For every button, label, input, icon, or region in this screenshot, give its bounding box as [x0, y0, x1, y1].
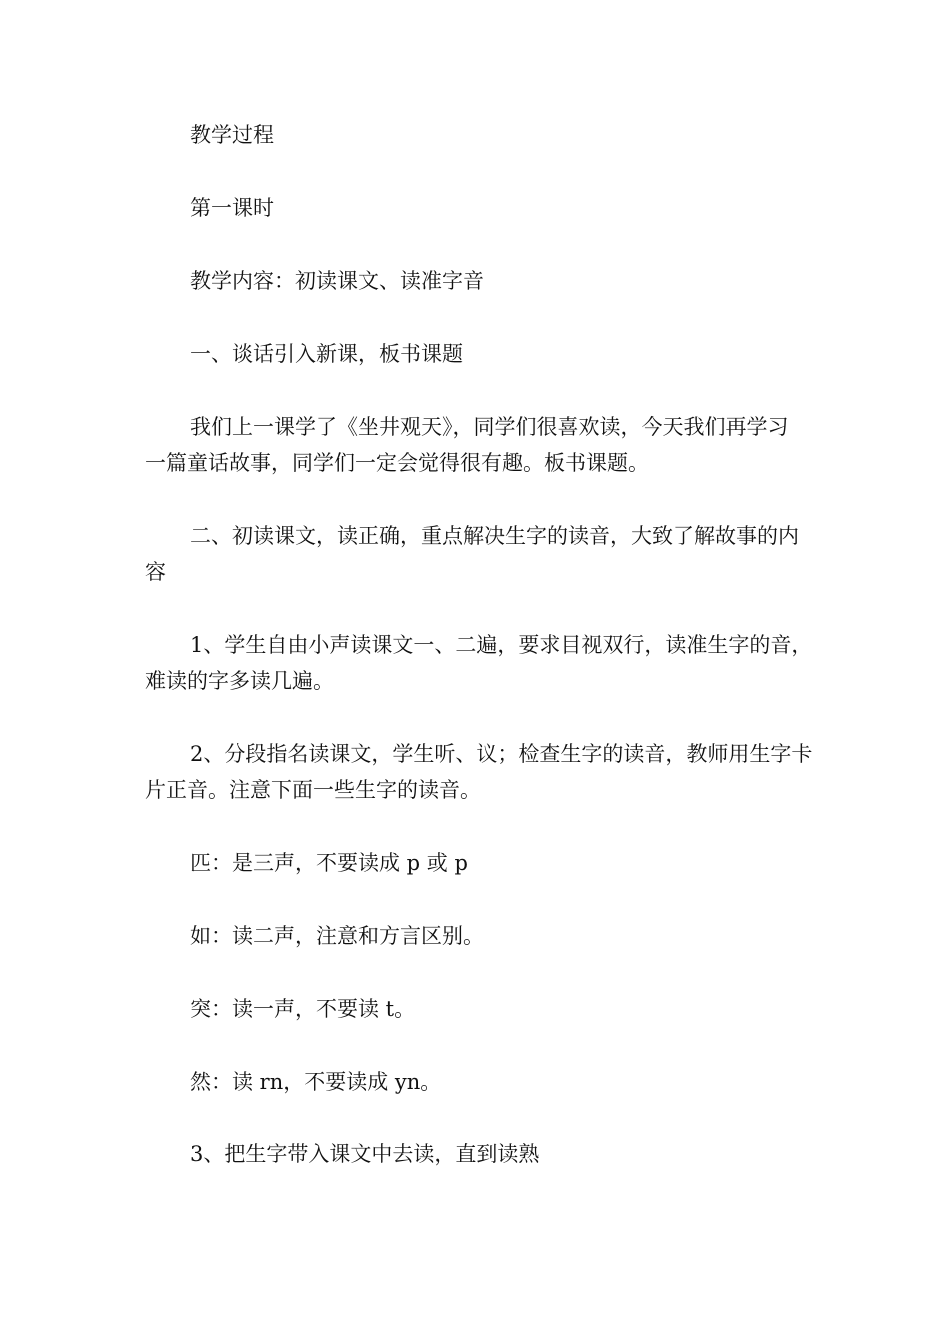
char-note: 匹：是三声，不要读成 p 或 p	[190, 851, 468, 875]
paragraph-line: 一篇童话故事，同学们一定会觉得很有趣。板书课题。	[145, 451, 649, 475]
paragraph-line: 片正音。注意下面一些生字的读音。	[145, 778, 481, 802]
section-2-title	[145, 518, 810, 590]
char-note: 如：读二声，注意和方言区别。	[190, 924, 484, 948]
lesson-label: 第一课时	[190, 196, 274, 220]
paragraph-line: 1、学生自由小声读课文一、二遍，要求目视双行，读准生字的音，	[190, 633, 813, 657]
char-note: 突：读一声，不要读 t。	[190, 997, 416, 1021]
section-1-paragraph	[145, 409, 810, 481]
step-2-paragraph	[145, 736, 813, 808]
paragraph-line: 难读的字多读几遍。	[145, 669, 334, 693]
step-1-paragraph	[145, 627, 813, 699]
paragraph-line: 二、初读课文，读正确，重点解决生字的读音，大致了解故事的内	[190, 524, 799, 548]
paragraph-line: 2、分段指名读课文，学生听、议；检查生字的读音，教师用生字卡	[190, 742, 813, 766]
step-3-line: 3、把生字带入课文中去读，直到读熟	[190, 1142, 540, 1166]
content-line: 教学内容：初读课文、读准字音	[190, 269, 484, 293]
paragraph-line: 容	[145, 560, 166, 584]
heading: 教学过程	[190, 123, 274, 147]
char-note: 然：读 rn，不要读成 yn。	[190, 1070, 442, 1094]
section-1-title: 一、谈话引入新课，板书课题	[190, 342, 463, 366]
paragraph-line: 我们上一课学了《坐井观天》，同学们很喜欢读，今天我们再学习	[190, 415, 789, 439]
